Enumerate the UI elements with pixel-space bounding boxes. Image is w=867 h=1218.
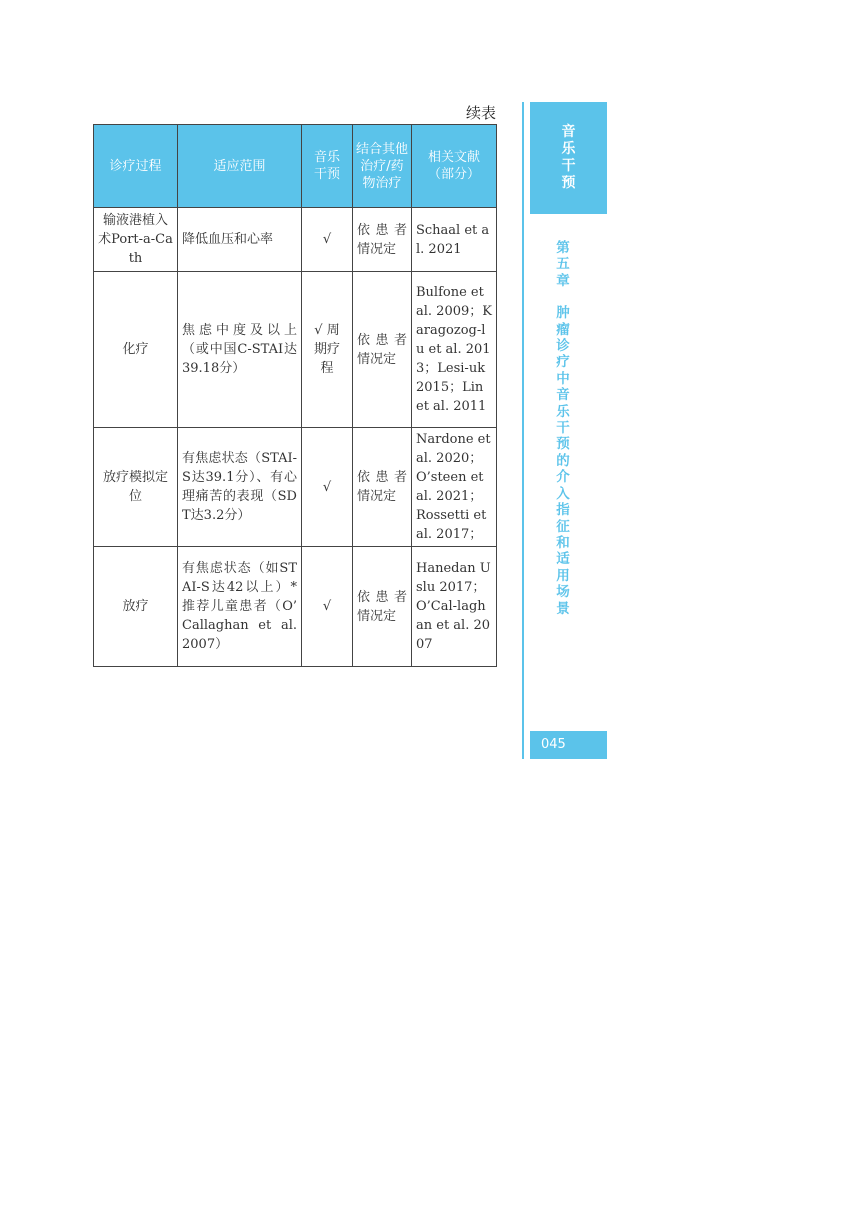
header-refs: 相关文献（部分） xyxy=(412,125,497,208)
continued-label: 续表 xyxy=(466,104,497,122)
header-process: 诊疗过程 xyxy=(94,125,178,208)
header-indication: 适应范围 xyxy=(178,125,302,208)
page-number: 045 xyxy=(530,731,607,759)
cell-music: √ xyxy=(302,428,353,547)
table-row xyxy=(94,547,497,667)
cell-combined: 依患者情况定 xyxy=(353,272,412,428)
table-row xyxy=(94,272,497,428)
cell-refs: Hanedan Uslu 2017；O’Cal-laghan et al. 2007 xyxy=(412,547,497,667)
cell-combined: 依患者情况定 xyxy=(353,428,412,547)
chapter-number: 第五章 xyxy=(556,240,570,289)
cell-indication: 焦虑中度及以上（或中国C-STAI达39.18分） xyxy=(178,272,302,428)
cell-indication: 有焦虑状态（STAI-S达39.1分）、有心理痛苦的表现（SDT达3.2分） xyxy=(178,428,302,547)
header-combined: 结合其他治疗/药物治疗 xyxy=(353,125,412,208)
cell-indication: 降低血压和心率 xyxy=(178,208,302,272)
cell-music: √ 周期疗程 xyxy=(302,272,353,428)
cell-refs: Nardone et al. 2020；O’steen et al. 2021；Rossetti et al. 2017； xyxy=(412,428,497,547)
cell-refs: Schaal et al. 2021 xyxy=(412,208,497,272)
intervention-table xyxy=(93,124,497,667)
table-header-row xyxy=(94,125,497,208)
cell-process: 放疗 xyxy=(94,547,178,667)
cell-process: 输液港植入术Port-a-Cath xyxy=(94,208,178,272)
cell-music: √ xyxy=(302,208,353,272)
chapter-heading xyxy=(554,240,572,617)
table-row xyxy=(94,208,497,272)
margin-rule xyxy=(522,102,524,759)
chapter-title: 肿瘤诊疗中音乐干预的介入指征和适用场景 xyxy=(556,305,570,617)
cell-process: 放疗模拟定位 xyxy=(94,428,178,547)
cell-refs: Bulfone et al. 2009；Karagozog-lu et al. 2013；Lesi-uk 2015；Lin et al. 2011 xyxy=(412,272,497,428)
cell-combined: 依患者情况定 xyxy=(353,208,412,272)
side-tab-label: 音乐干预 xyxy=(561,124,576,191)
cell-process: 化疗 xyxy=(94,272,178,428)
table-row xyxy=(94,428,497,547)
cell-music: √ xyxy=(302,547,353,667)
cell-combined: 依患者情况定 xyxy=(353,547,412,667)
header-music: 音乐干预 xyxy=(302,125,353,208)
side-tab xyxy=(530,102,607,214)
cell-indication: 有焦虑状态（如STAI-S达42以上）*推荐儿童患者（O’ Callaghan et al. 2007） xyxy=(178,547,302,667)
